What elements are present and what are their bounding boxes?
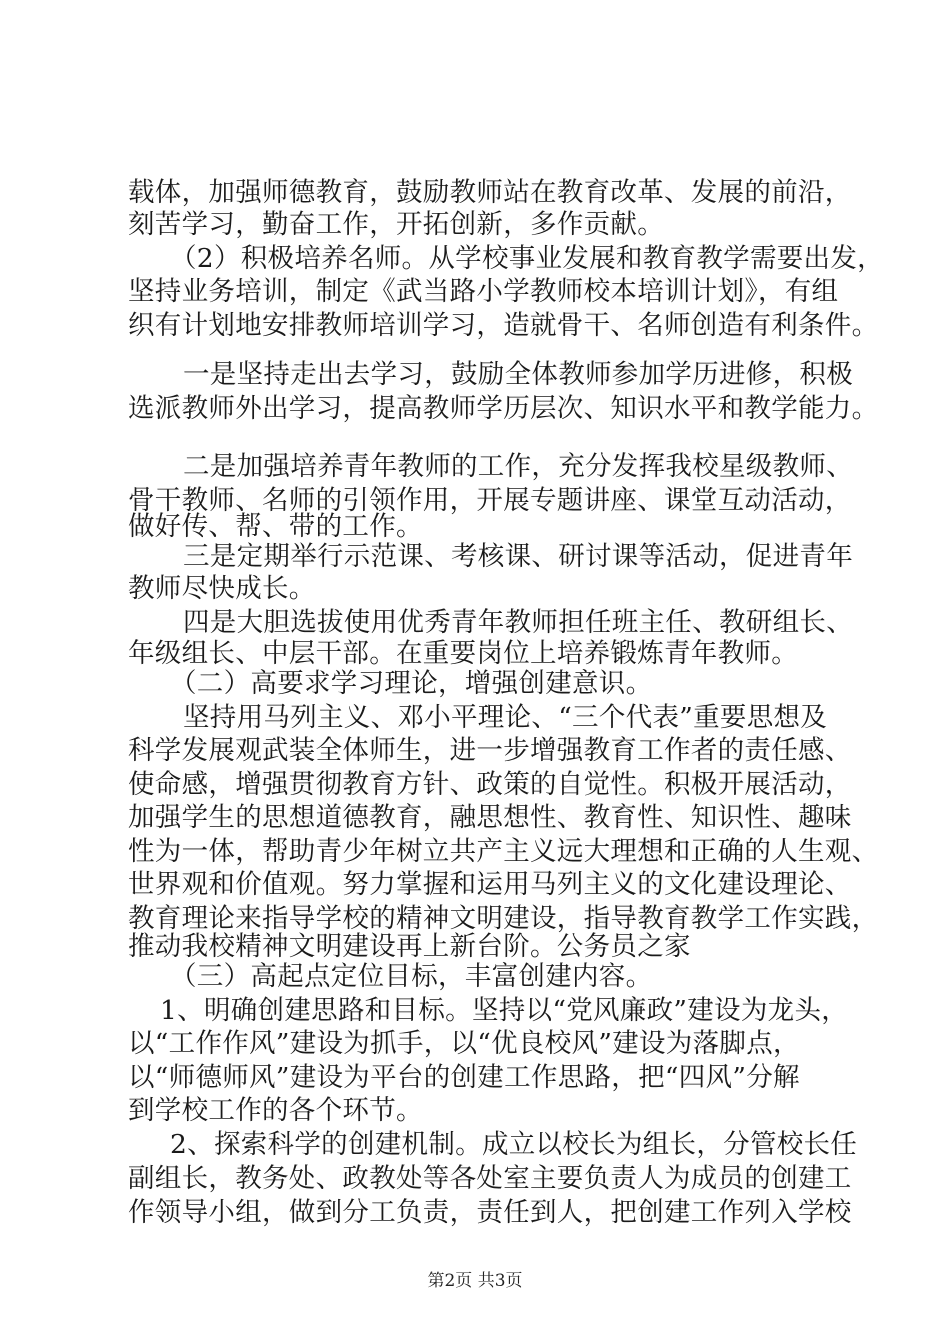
text-line: 副组长，教务处、政教处等各处室主要负责人为成员的创建工 — [128, 1163, 852, 1194]
text-line: 作领导小组，做到分工负责，责任到人，把创建工作列入学校 — [128, 1197, 852, 1228]
text-line: 1、明确创建思路和目标。坚持以“党风廉政”建设为龙头， — [160, 995, 849, 1026]
text-line: 四是大胆选拔使用优秀青年教师担任班主任、教研组长、 — [183, 607, 853, 638]
text-line: 科学发展观武装全体师生，进一步增强教育工作者的责任感、 — [128, 735, 852, 766]
text-line: 性为一体，帮助青少年树立共产主义远大理想和正确的人生观、 — [128, 836, 879, 867]
text-line: 一是坚持走出去学习，鼓励全体教师参加学历进修，积极 — [183, 359, 853, 390]
text-line: （2）积极培养名师。从学校事业发展和教育教学需要出发， — [170, 243, 884, 274]
text-line: 加强学生的思想道德教育，融思想性、教育性、知识性、趣味 — [128, 802, 852, 833]
text-line: 刻苦学习，勤奋工作，开拓创新，多作贡献。 — [128, 209, 664, 240]
text-line: 载体，加强师德教育，鼓励教师站在教育改革、发展的前沿， — [128, 177, 852, 208]
text-line: 坚持业务培训，制定《武当路小学教师校本培训计划》，有组 — [128, 276, 839, 307]
text-line: 年级组长、中层干部。在重要岗位上培养锻炼青年教师。 — [128, 638, 798, 669]
text-line: 教育理论来指导学校的精神文明建设，指导教育教学工作实践， — [128, 903, 879, 934]
text-line: 到学校工作的各个环节。 — [128, 1095, 423, 1126]
text-line: 以“师德师风”建设为平台的创建工作思路，把“四风”分解 — [128, 1062, 800, 1093]
text-line: 以“工作作风”建设为抓手，以“优良校风”建设为落脚点， — [128, 1028, 800, 1059]
text-line: 世界观和价值观。努力掌握和运用马列主义的文化建设理论、 — [128, 869, 852, 900]
text-line: 教师尽快成长。 — [128, 573, 316, 604]
text-line: 骨干教师、名师的引领作用，开展专题讲座、课堂互动活动， — [128, 485, 852, 516]
text-line: 推动我校精神文明建设再上新台阶。公务员之家 — [128, 931, 691, 962]
text-line: 做好传、帮、带的工作。 — [128, 511, 423, 542]
text-line: 三是定期举行示范课、考核课、研讨课等活动，促进青年 — [183, 541, 853, 572]
text-line: 坚持用马列主义、邓小平理论、“三个代表”重要思想及 — [183, 702, 828, 733]
text-line: 2、探索科学的创建机制。成立以校长为组长，分管校长任 — [170, 1129, 858, 1160]
text-line: 二是加强培养青年教师的工作，充分发挥我校星级教师、 — [183, 451, 853, 482]
section-heading: （三）高起点定位目标，丰富创建内容。 — [170, 961, 653, 992]
text-line: 织有计划地安排教师培训学习，造就骨干、名师创造有利条件。 — [128, 310, 879, 341]
section-heading: （二）高要求学习理论，增强创建意识。 — [170, 668, 653, 699]
page-number-footer: 第2页 共3页 — [427, 1271, 523, 1291]
text-line: 选派教师外出学习，提高教师学历层次、知识水平和教学能力。 — [128, 393, 879, 424]
text-line: 使命感，增强贯彻教育方针、政策的自觉性。积极开展活动， — [128, 769, 852, 800]
